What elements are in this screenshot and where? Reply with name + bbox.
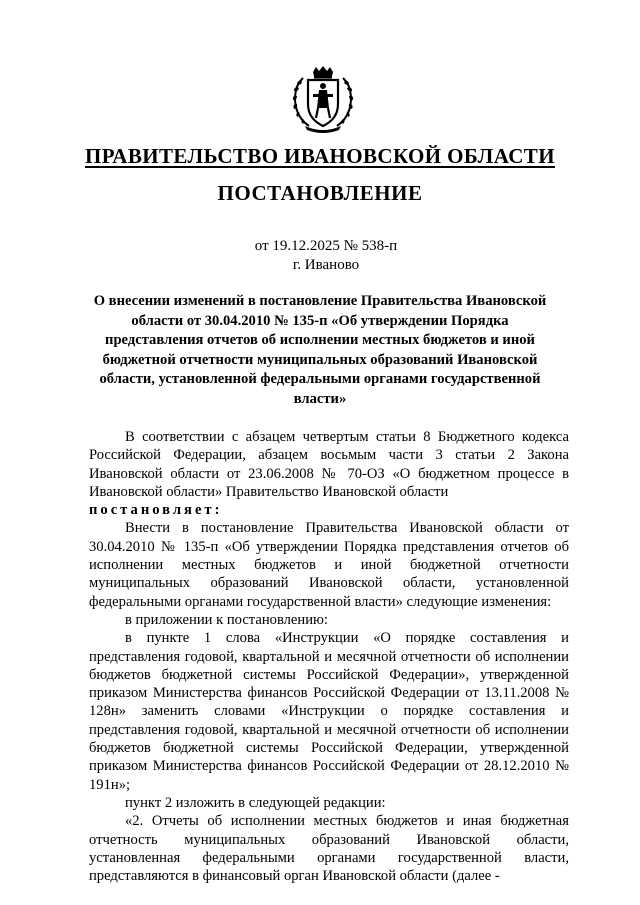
- document-kind: ПОСТАНОВЛЕНИЕ: [217, 181, 423, 205]
- date-number: от 19.12.2025 № 538-п: [254, 238, 398, 254]
- city: г. Иваново: [292, 257, 360, 273]
- paragraph-point-1: в пункте 1 слова «Инструкции «О порядке составления и представления годовой, квартальной и месячной отчетности об исполнении бюджетов бюджетной системы Российской Федерации», утвержденной приказом Министерства финансов Российской Федерации от 13.11.2008 № 128н» заменить словами «Инструкции о порядке составления и представления годовой, квартальной и месячной отчетности об исполнении бюджетов бюджетной системы Российской Федерации, утвержденной приказом Министерства финансов Российской Федерации от 28.12.2010 № 191н»;: [89, 630, 569, 793]
- paragraph-point-2-text: «2. Отчеты об исполнении местных бюджетов и иная бюджетная отчетность муниципальных образований Ивановской области, установленная федеральными органами государственной власти, представляются в финансовый орган Ивановской области (далее -: [89, 813, 569, 885]
- document-body: [89, 428, 569, 885]
- paragraph-amend: Внести в постановление Правительства Ивановской области от 30.04.2010 № 135-п «Об утверждении Порядка представления отчетов об исполнении местных бюджетов и иной бюджетной отчетности муниципальных образований Ивановской области, установленной федеральными органами государственной власти» следующие изменения:: [89, 520, 569, 610]
- document-title: О внесении изменений в постановление Правительства Ивановской области от 30.04.2010 № 135-п «Об утверждении Порядка представления отчетов об исполнении местных бюджетов и иной бюджетной отчетности муниципальных образований Ивановской области, установленной федеральными органами государственной власти»: [93, 293, 547, 407]
- paragraph-preamble: В соответствии с абзацем четвертым статьи 8 Бюджетного кодекса Российской Федерации, абзацем восьмым части 3 статьи 2 Закона Ивановской области от 23.06.2008 № 70-ОЗ «О бюджетном процессе в Ивановской области» Правительство Ивановской области: [89, 429, 569, 500]
- paragraph-point-2: пункт 2 изложить в следующей редакции:: [125, 794, 386, 811]
- paragraph-appendix: в приложении к постановлению:: [125, 611, 328, 628]
- resolves-word: постановляет:: [89, 502, 223, 519]
- government-title: ПРАВИТЕЛЬСТВО ИВАНОВСКОЙ ОБЛАСТИ: [85, 144, 555, 168]
- coat-of-arms-icon: [287, 64, 359, 136]
